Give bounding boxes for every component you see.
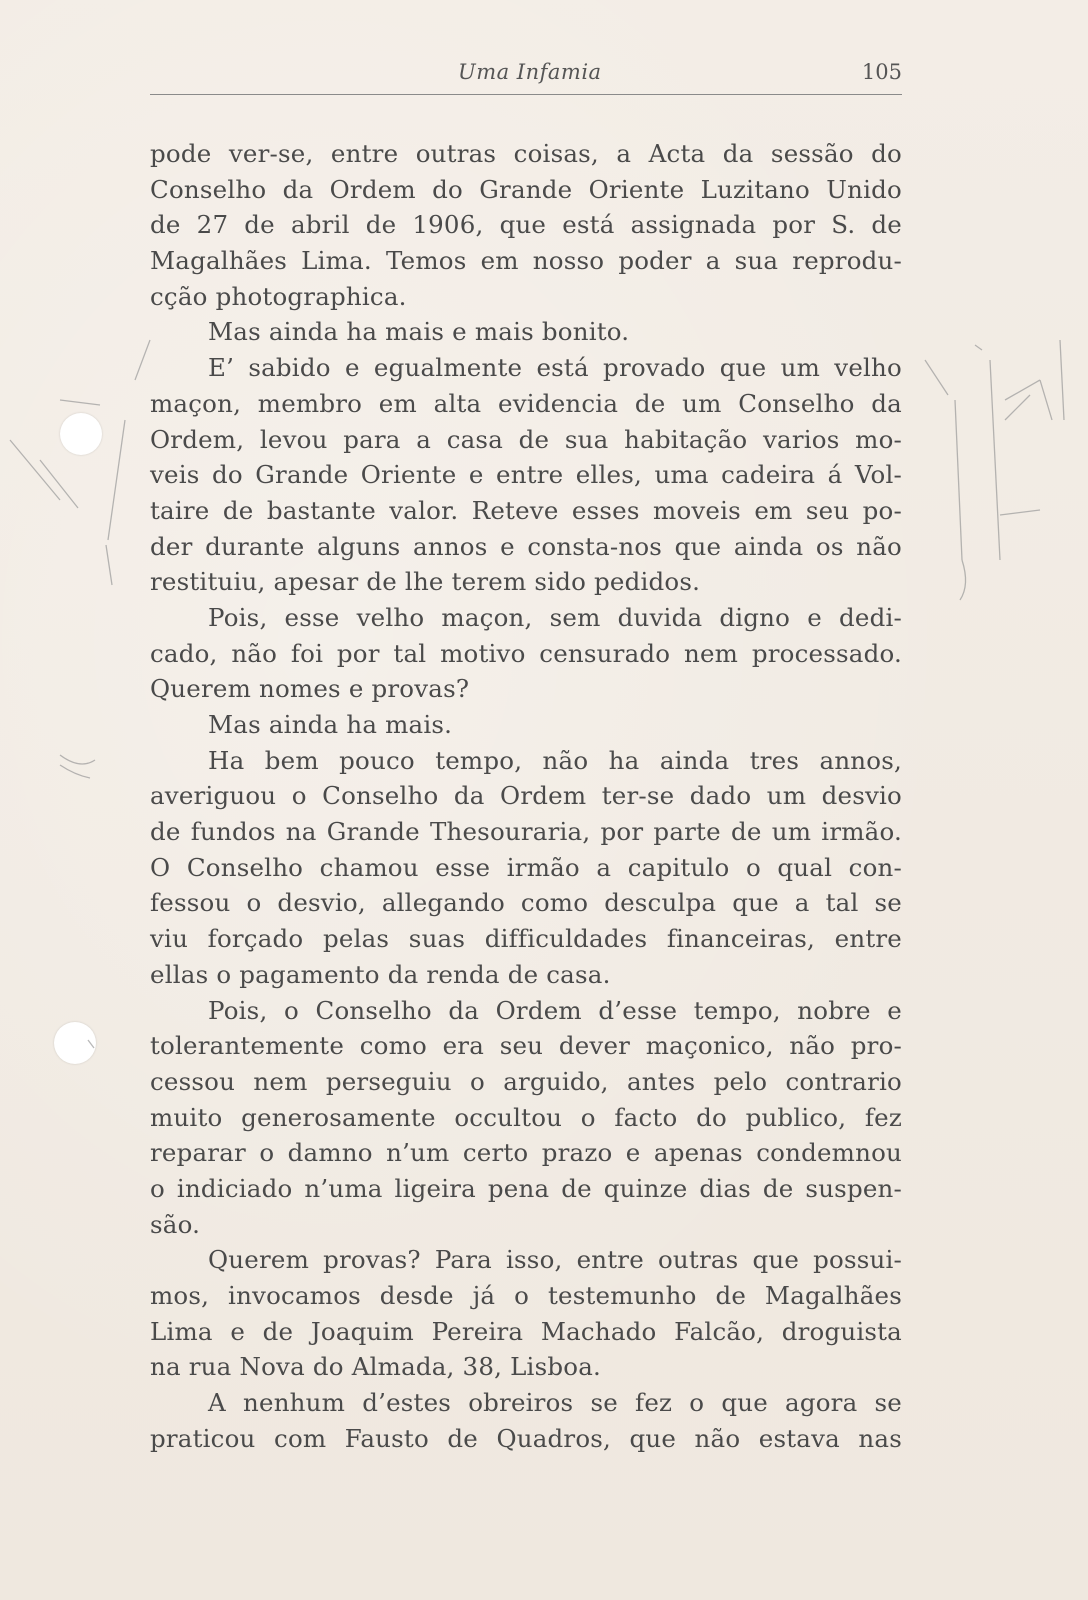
text-line: na rua Nova do Almada, 38, Lisboa.: [150, 1352, 601, 1382]
text-line: viu forçado pelas suas difficuldades financeiras, entre: [150, 924, 902, 954]
pencil-mark: [990, 360, 1000, 560]
text-line: Ha bem pouco tempo, não ha ainda tres annos,: [208, 745, 902, 775]
running-title: Uma Infamia: [458, 60, 602, 84]
pencil-mark: [106, 545, 112, 585]
pencil-mark: [60, 765, 90, 778]
pencil-mark: [925, 360, 948, 395]
pencil-mark: [108, 420, 125, 540]
text-line: ellas o pagamento da renda de casa.: [150, 959, 611, 989]
text-line: Pois, o Conselho da Ordem d’esse tempo, nobre e: [208, 995, 902, 1025]
pencil-mark: [88, 1040, 94, 1048]
text-line: cção photographica.: [150, 281, 407, 311]
text-line: Magalhães Lima. Temos em nosso poder a sua reprodu-: [150, 246, 902, 276]
pencil-mark: [60, 755, 95, 764]
text-line: muito generosamente occultou o facto do publico, fez: [150, 1102, 902, 1132]
text-line: maçon, membro em alta evidencia de um Conselho da: [150, 388, 902, 418]
text-line: averiguou o Conselho da Ordem ter-se dado um desvio: [150, 781, 902, 811]
text-line: Pois, esse velho maçon, sem duvida digno e dedi-: [208, 602, 902, 632]
text-line: A nenhum d’estes obreiros se fez o que agora se: [208, 1388, 902, 1418]
text-line: reparar o damno n’um certo prazo e apenas condemnou: [150, 1138, 902, 1168]
pencil-mark: [1005, 380, 1040, 400]
text-line: o indiciado n’uma ligeira pena de quinze dias de suspen-: [150, 1173, 902, 1203]
pencil-mark: [1060, 340, 1064, 420]
text-line: cessou nem perseguiu o arguido, antes pelo contrario: [150, 1066, 902, 1096]
text-line: Ordem, levou para a casa de sua habitação varios mo-: [150, 424, 902, 454]
pencil-mark: [1000, 510, 1040, 515]
text-line: O Conselho chamou esse irmão a capitulo o qual con-: [150, 852, 902, 882]
text-line: Conselho da Ordem do Grande Oriente Luzitano Unido: [150, 174, 902, 204]
text-line: praticou com Fausto de Quadros, que não estava nas: [150, 1423, 902, 1453]
pencil-mark: [960, 560, 966, 600]
pencil-mark: [1040, 380, 1052, 420]
text-line: de 27 de abril de 1906, que está assignada por S. de: [150, 210, 902, 240]
text-line: pode ver-se, entre outras coisas, a Acta da sessão do: [150, 139, 902, 168]
text-line: Querem nomes e provas?: [150, 674, 470, 704]
pencil-mark: [60, 400, 100, 405]
text-line: veis do Grande Oriente e entre elles, uma cadeira á Vol-: [150, 460, 902, 490]
text-line: cado, não foi por tal motivo censurado nem processado.: [150, 638, 902, 668]
text-line: Mas ainda ha mais.: [208, 710, 453, 739]
text-line: Querem provas? Para isso, entre outras que possui-: [208, 1245, 902, 1275]
text-line: são.: [150, 1209, 201, 1239]
text-line: taire de bastante valor. Reteve esses moveis em seu po-: [150, 495, 902, 525]
text-line: Lima e de Joaquim Pereira Machado Falcão, droguista: [150, 1316, 902, 1346]
text-line: fessou o desvio, allegando como desculpa que a tal se: [150, 888, 902, 918]
pencil-mark: [10, 440, 60, 500]
pencil-mark: [955, 400, 962, 560]
pencil-mark: [975, 345, 982, 350]
text-line: E’ sabido e egualmente está provado que um velho: [208, 353, 902, 383]
text-line: de fundos na Grande Thesouraria, por parte de um irmão.: [150, 817, 902, 847]
text-line: der durante alguns annos e consta-nos que ainda os não: [150, 531, 902, 561]
page-number: 105: [861, 60, 902, 84]
text-line: Mas ainda ha mais e mais bonito.: [208, 317, 630, 347]
text-line: mos, invocamos desde já o testemunho de Magalhães: [150, 1281, 902, 1310]
pencil-mark: [1005, 395, 1030, 420]
pencil-mark: [135, 340, 150, 380]
pencil-mark: [40, 460, 78, 508]
text-line: restituiu, apesar de lhe terem sido pedidos.: [150, 567, 701, 597]
text-line: tolerantemente como era seu dever maçonico, não pro-: [150, 1031, 902, 1061]
